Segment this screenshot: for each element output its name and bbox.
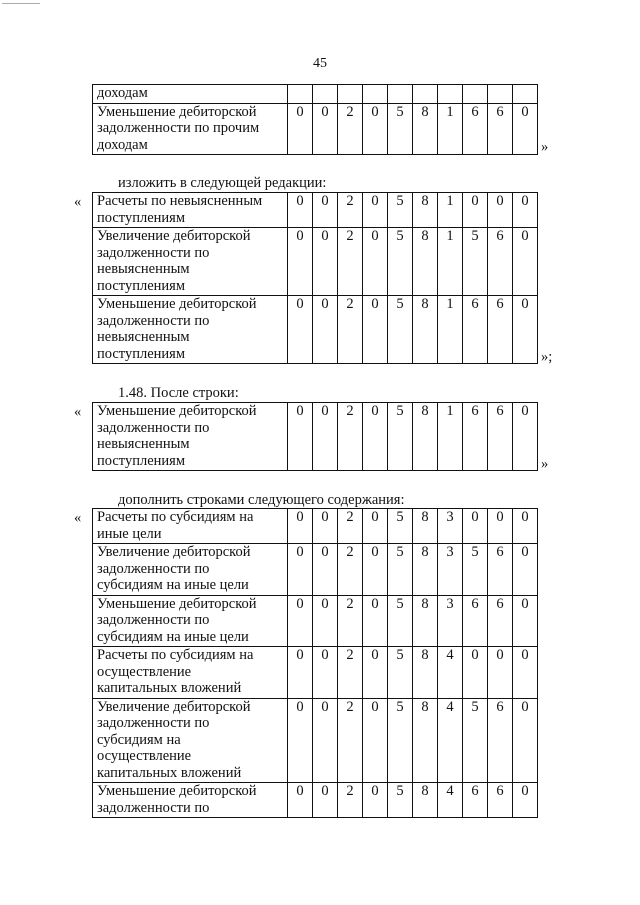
table-row [93, 228, 538, 296]
code-digit-cell: 1 [438, 193, 463, 228]
code-digit-cell: 0 [288, 296, 313, 364]
code-digit-cell: 0 [313, 647, 338, 699]
code-digit-cell: 3 [438, 544, 463, 596]
code-digit-cell: 2 [338, 647, 363, 699]
code-digit-cell: 0 [363, 544, 388, 596]
account-name-line: осуществление [97, 663, 192, 680]
code-digit-cell: 5 [388, 193, 413, 228]
code-digit-cell: 0 [513, 193, 538, 228]
account-name-line: иные цели [97, 525, 162, 542]
code-digit-cell: 0 [288, 783, 313, 818]
account-name-cell [93, 783, 288, 818]
code-digit-cell: 2 [338, 228, 363, 296]
code-digit-cell: 5 [388, 296, 413, 364]
account-name-line: поступлениям [97, 277, 185, 294]
account-name-line: невыясненным [97, 329, 190, 345]
account-name-line: Расчеты по субсидиям на [97, 647, 254, 663]
table-row [93, 85, 538, 104]
instruction-text-3: дополнить строками следующего содержания: [118, 492, 405, 508]
code-digit-cell: 8 [413, 783, 438, 818]
code-digit-cell: 0 [313, 783, 338, 818]
code-digit-cell: 0 [288, 228, 313, 296]
code-digit-cell: 0 [363, 296, 388, 364]
account-name-line: субсидиям на иные цели [97, 577, 249, 593]
scan-mark [2, 3, 40, 6]
code-digit-cell: 6 [463, 103, 488, 155]
code-digit-cell [488, 85, 513, 104]
code-digit-cell: 0 [288, 403, 313, 471]
code-digit-cell: 0 [513, 647, 538, 699]
account-name-line: капитальных вложений [97, 764, 242, 781]
account-name-cell [93, 698, 288, 783]
account-name-line: задолженности по [97, 715, 210, 731]
account-name-line: невыясненным [97, 436, 190, 452]
code-digit-cell: 8 [413, 193, 438, 228]
account-name-line: капитальных вложений [97, 680, 242, 696]
account-name-line: задолженности по [97, 799, 210, 816]
code-digit-cell: 0 [313, 595, 338, 647]
account-name-line: Уменьшение дебиторской [97, 296, 257, 312]
account-name-line: доходам [97, 85, 148, 101]
code-digit-cell: 0 [513, 783, 538, 818]
account-name-line: задолженности по прочим [97, 120, 260, 136]
code-digit-cell: 5 [388, 698, 413, 783]
close-quote-1: » [541, 139, 549, 155]
code-digit-cell: 2 [338, 509, 363, 544]
table-row [93, 595, 538, 647]
code-digit-cell: 8 [413, 544, 438, 596]
code-table-4 [92, 508, 538, 818]
instruction-text-2: 1.48. После строки: [118, 385, 239, 401]
code-digit-cell: 0 [288, 698, 313, 783]
code-digit-cell: 0 [313, 509, 338, 544]
code-digit-cell: 0 [313, 193, 338, 228]
code-digit-cell: 6 [488, 103, 513, 155]
code-digit-cell: 0 [513, 228, 538, 296]
account-name-line: задолженности по [97, 312, 210, 329]
code-digit-cell: 3 [438, 595, 463, 647]
code-digit-cell: 0 [363, 647, 388, 699]
code-digit-cell: 0 [313, 228, 338, 296]
account-name-cell [93, 85, 288, 104]
account-name-line: поступлениям [97, 345, 185, 362]
code-digit-cell: 6 [488, 403, 513, 471]
account-name-line: невыясненным [97, 261, 190, 277]
account-name-line: Увеличение дебиторской [97, 228, 251, 244]
code-digit-cell: 5 [388, 103, 413, 155]
code-digit-cell [513, 85, 538, 104]
table-row [93, 193, 538, 228]
table-row [93, 103, 538, 155]
account-name-line: Уменьшение дебиторской [97, 595, 257, 612]
table-row [93, 544, 538, 596]
account-name-cell [93, 228, 288, 296]
account-name-line: осуществление [97, 748, 192, 764]
code-digit-cell: 0 [513, 296, 538, 364]
code-digit-cell [463, 85, 488, 104]
code-digit-cell: 0 [363, 193, 388, 228]
code-digit-cell: 0 [313, 103, 338, 155]
code-digit-cell: 8 [413, 698, 438, 783]
instruction-text-1: изложить в следующей редакции: [118, 175, 327, 191]
code-digit-cell: 5 [388, 509, 413, 544]
code-digit-cell: 6 [488, 228, 513, 296]
account-name-line: задолженности по [97, 612, 210, 628]
code-digit-cell: 2 [338, 403, 363, 471]
open-quote-2: « [74, 194, 82, 210]
code-digit-cell: 0 [463, 509, 488, 544]
code-table-2 [92, 192, 538, 364]
account-name-cell [93, 103, 288, 155]
code-table-3 [92, 402, 538, 471]
code-digit-cell: 0 [463, 647, 488, 699]
code-digit-cell: 6 [488, 296, 513, 364]
code-digit-cell: 0 [463, 193, 488, 228]
code-digit-cell: 2 [338, 296, 363, 364]
code-digit-cell [413, 85, 438, 104]
table-row [93, 296, 538, 364]
code-digit-cell: 6 [488, 783, 513, 818]
code-digit-cell: 0 [313, 544, 338, 596]
code-digit-cell: 1 [438, 296, 463, 364]
account-name-line: поступлениям [97, 209, 185, 226]
table-row [93, 403, 538, 471]
code-digit-cell: 8 [413, 647, 438, 699]
open-quote-3: « [74, 404, 82, 420]
code-digit-cell: 6 [488, 544, 513, 596]
table-row [93, 783, 538, 818]
account-name-line: задолженности по [97, 560, 210, 577]
code-digit-cell: 0 [313, 698, 338, 783]
code-digit-cell: 0 [288, 193, 313, 228]
code-digit-cell: 4 [438, 647, 463, 699]
account-name-line: Уменьшение дебиторской [97, 103, 257, 120]
code-digit-cell: 6 [463, 296, 488, 364]
account-name-cell [93, 595, 288, 647]
code-digit-cell: 6 [463, 403, 488, 471]
code-digit-cell: 4 [438, 698, 463, 783]
code-digit-cell: 5 [463, 544, 488, 596]
account-name-line: поступлениям [97, 452, 185, 469]
code-digit-cell [363, 85, 388, 104]
code-digit-cell: 0 [363, 698, 388, 783]
code-digit-cell: 0 [363, 403, 388, 471]
code-digit-cell: 0 [488, 647, 513, 699]
table-row [93, 647, 538, 699]
code-digit-cell: 5 [388, 647, 413, 699]
code-digit-cell: 0 [288, 103, 313, 155]
code-digit-cell: 0 [288, 595, 313, 647]
code-digit-cell: 8 [413, 509, 438, 544]
code-digit-cell [338, 85, 363, 104]
code-digit-cell: 4 [438, 783, 463, 818]
code-digit-cell: 0 [363, 509, 388, 544]
account-name-line: Уменьшение дебиторской [97, 403, 257, 419]
table-row [93, 509, 538, 544]
code-digit-cell: 0 [313, 296, 338, 364]
code-digit-cell: 8 [413, 595, 438, 647]
account-name-line: доходам [97, 136, 148, 153]
code-digit-cell: 8 [413, 296, 438, 364]
code-digit-cell [288, 85, 313, 104]
code-digit-cell: 3 [438, 509, 463, 544]
code-digit-cell: 0 [513, 403, 538, 471]
account-name-line: Увеличение дебиторской [97, 698, 251, 715]
code-digit-cell: 5 [463, 698, 488, 783]
code-digit-cell: 8 [413, 403, 438, 471]
account-name-cell [93, 193, 288, 228]
code-digit-cell: 6 [488, 595, 513, 647]
account-name-line: Расчеты по субсидиям на [97, 509, 254, 525]
code-digit-cell: 6 [488, 698, 513, 783]
code-digit-cell: 2 [338, 595, 363, 647]
code-digit-cell: 8 [413, 103, 438, 155]
account-name-cell [93, 403, 288, 471]
account-name-line: задолженности по [97, 419, 210, 436]
account-name-line: субсидиям на [97, 731, 181, 748]
table-row [93, 698, 538, 783]
code-digit-cell: 5 [388, 403, 413, 471]
account-name-cell [93, 647, 288, 699]
code-digit-cell: 0 [313, 403, 338, 471]
code-digit-cell: 2 [338, 103, 363, 155]
code-digit-cell: 0 [513, 698, 538, 783]
code-digit-cell: 0 [288, 509, 313, 544]
code-digit-cell: 5 [388, 228, 413, 296]
code-digit-cell: 1 [438, 403, 463, 471]
code-digit-cell: 1 [438, 228, 463, 296]
code-digit-cell: 5 [388, 595, 413, 647]
open-quote-4: « [74, 510, 82, 526]
code-digit-cell: 0 [363, 783, 388, 818]
code-digit-cell: 0 [513, 509, 538, 544]
code-digit-cell: 2 [338, 193, 363, 228]
code-digit-cell: 6 [463, 783, 488, 818]
account-name-cell [93, 509, 288, 544]
code-digit-cell [388, 85, 413, 104]
code-digit-cell: 0 [513, 544, 538, 596]
account-name-cell [93, 544, 288, 596]
code-digit-cell: 1 [438, 103, 463, 155]
account-name-line: Расчеты по невыясненным [97, 193, 263, 209]
close-quote-3: » [541, 456, 549, 472]
code-digit-cell: 0 [513, 103, 538, 155]
code-digit-cell: 5 [463, 228, 488, 296]
code-digit-cell: 0 [363, 595, 388, 647]
code-digit-cell: 0 [288, 647, 313, 699]
code-digit-cell: 6 [463, 595, 488, 647]
account-name-line: субсидиям на иные цели [97, 628, 249, 645]
code-digit-cell: 0 [363, 103, 388, 155]
account-name-line: Увеличение дебиторской [97, 544, 251, 560]
code-digit-cell: 5 [388, 783, 413, 818]
page-number: 45 [313, 56, 327, 71]
code-digit-cell: 2 [338, 783, 363, 818]
code-digit-cell: 2 [338, 698, 363, 783]
code-digit-cell: 8 [413, 228, 438, 296]
account-name-cell [93, 296, 288, 364]
code-digit-cell [438, 85, 463, 104]
code-digit-cell: 0 [513, 595, 538, 647]
code-table-1 [92, 84, 538, 155]
code-digit-cell [313, 85, 338, 104]
code-digit-cell: 0 [488, 193, 513, 228]
close-quote-2: »; [541, 349, 553, 365]
code-digit-cell: 0 [288, 544, 313, 596]
code-digit-cell: 0 [363, 228, 388, 296]
account-name-line: Уменьшение дебиторской [97, 783, 257, 799]
code-digit-cell: 2 [338, 544, 363, 596]
account-name-line: задолженности по [97, 244, 210, 261]
code-digit-cell: 5 [388, 544, 413, 596]
code-digit-cell: 0 [488, 509, 513, 544]
